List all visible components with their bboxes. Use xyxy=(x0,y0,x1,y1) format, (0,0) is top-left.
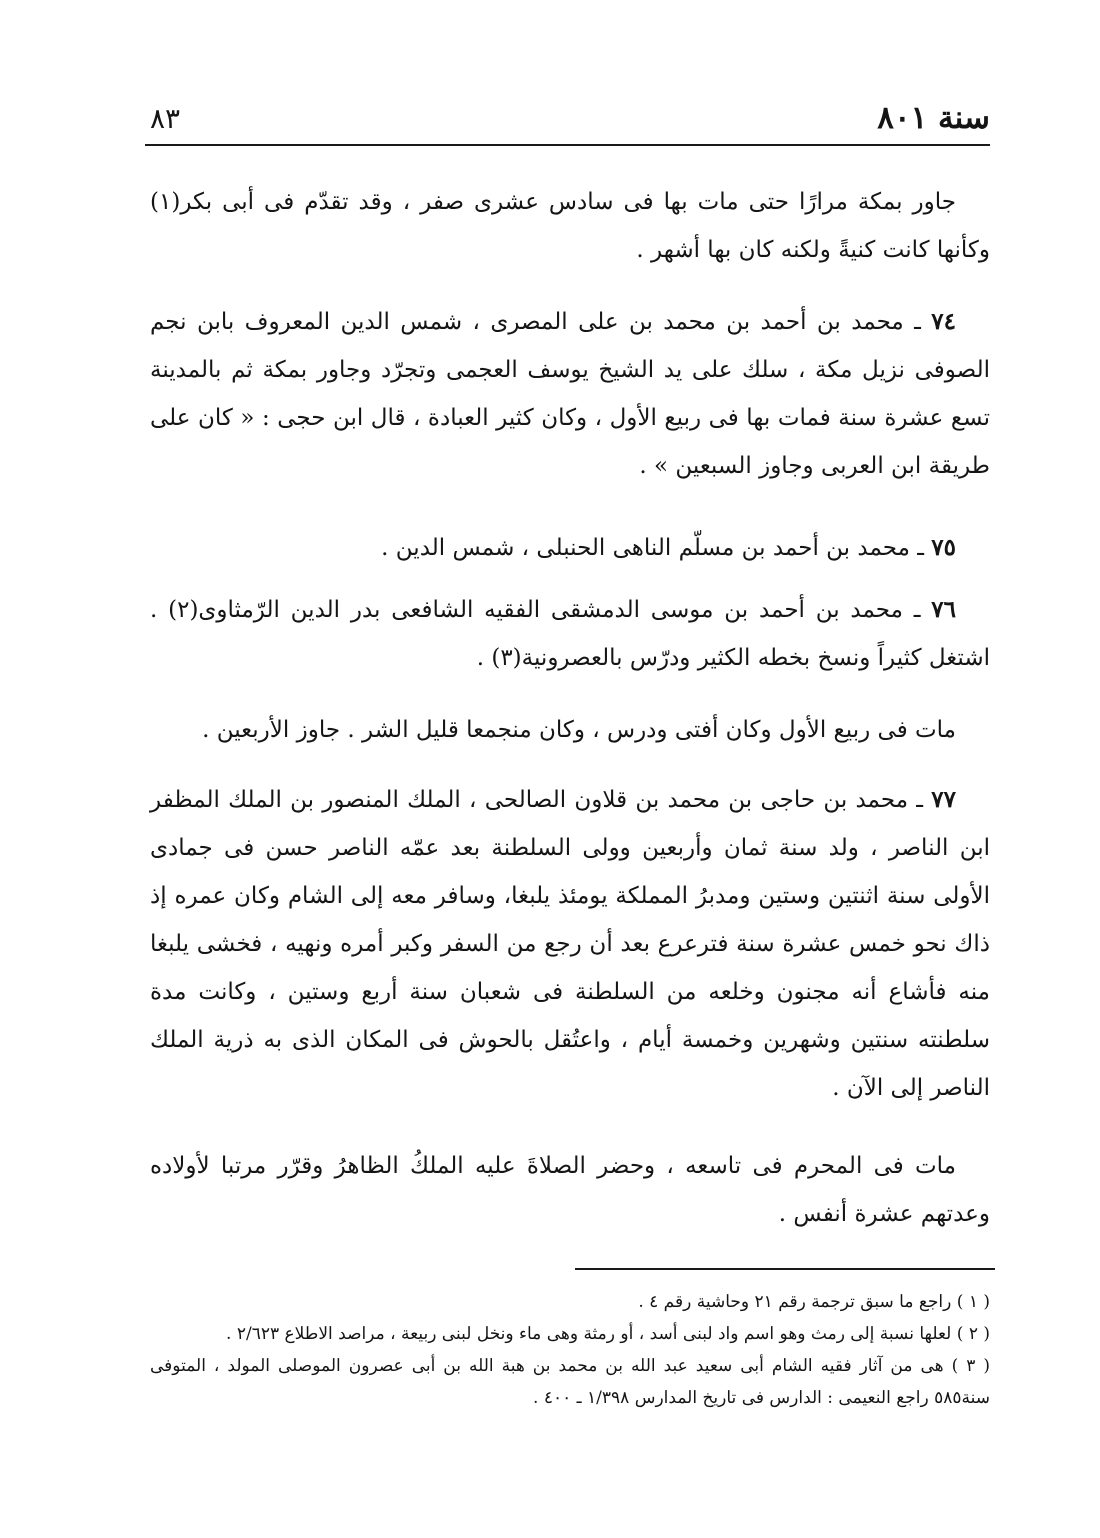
entry-number: ٧٥ xyxy=(931,534,956,561)
paragraph xyxy=(150,298,990,490)
paragraph xyxy=(150,706,990,754)
footnote-rule xyxy=(575,1268,995,1270)
footnote-text: لعلها نسبة إلى رمث وهو اسم واد لبنى أسد ، أو رمثة وهى ماء ونخل لبنى ربيعة ، مراصد الاطلاع ٢/٦٢٣ . xyxy=(226,1324,957,1344)
paragraph-text: ـ محمد بن أحمد بن مسلّم الناهى الحنبلى ، شمس الدين . xyxy=(381,535,932,561)
entry-number: ٧٧ xyxy=(931,786,956,813)
entry-number: ٧٤ xyxy=(931,308,956,335)
paragraph-text: ـ محمد بن حاجى بن محمد بن قلاون الصالحى ، الملك المنصور بن الملك المظفر ابن الناصر ، ولد سنة ثمان وأربعين وولى السلطنة بعد عمّه الناصر حسن فى جمادى الأولى سنة اثنتين وستين ومدبرُ المملكة يومئذ يلبغا، وسافر معه إلى الشام وكان عمره إذ ذاك نحو خمس عشرة سنة فترعرع بعد أن رجع من السفر وكبر أمره ونهيه ، فخشى يلبغا منه فأشاع أنه مجنون وخلعه من السلطنة فى شعبان سنة أربع وستين ، وكانت مدة سلطنته سنتين وشهرين وخمسة أيام ، واعتُقل بالحوش فى المكان الذى به ذرية الملك الناصر إلى الآن . xyxy=(150,787,990,1101)
footnote-marker: ( ١ ) xyxy=(956,1292,990,1312)
paragraph-text: جاور بمكة مرارًا حتى مات بها فى سادس عشرى صفر ، وقد تقدّم فى أبى بكر(١) وكأنها كانت كنيةً ولكنه كان بها أشهر . xyxy=(150,189,990,263)
header-rule xyxy=(145,144,990,146)
footnote-marker: ( ٣ ) xyxy=(951,1356,990,1376)
running-head: سنة ٨٠١ xyxy=(877,100,990,136)
paragraph-text: مات فى ربيع الأول وكان أفتى ودرس ، وكان منجمعا قليل الشر . جاوز الأربعين . xyxy=(202,717,956,743)
footnotes xyxy=(150,1286,990,1414)
entry-number: ٧٦ xyxy=(931,596,956,623)
paragraph xyxy=(150,1142,990,1238)
paragraph-text: مات فى المحرم فى تاسعه ، وحضر الصلاةَ عليه الملكُ الظاهرُ وقرّر مرتبا لأولاده وعدتهم عشرة أنفس . xyxy=(150,1153,990,1227)
page-header xyxy=(145,100,990,142)
page-number: ٨٣ xyxy=(150,102,181,135)
paragraph-text: ـ محمد بن أحمد بن محمد بن على المصرى ، شمس الدين المعروف بابن نجم الصوفى نزيل مكة ، سلك على يد الشيخ يوسف العجمى وتجرّد وجاور بمكة ثم بالمدينة تسع عشرة سنة فمات بها فى ربيع الأول ، وكان كثير العبادة ، قال ابن حجى : « كان على طريقة ابن العربى وجاوز السبعين » . xyxy=(150,309,990,479)
paragraph xyxy=(150,178,990,274)
footnote xyxy=(150,1350,990,1414)
paragraph-text: ـ محمد بن أحمد بن موسى الدمشقى الفقيه الشافعى بدر الدين الرّمثاوى(٢) . اشتغل كثيراً ونسخ بخطه الكثير ودرّس بالعصرونية(٣) . xyxy=(150,597,990,671)
paragraph xyxy=(150,524,990,572)
footnote-text: هى من آثار فقيه الشام أبى سعيد عبد الله بن محمد بن هبة الله بن أبى عصرون الموصلى المولد ، المتوفى سنة٥٨٥ راجع النعيمى : الدارس فى تاريخ المدارس ١/٣٩٨ ـ ٤٠٠ . xyxy=(150,1356,990,1408)
paragraph xyxy=(150,776,990,1112)
footnote-marker: ( ٢ ) xyxy=(956,1324,990,1344)
paragraph xyxy=(150,586,990,682)
footnote xyxy=(150,1318,990,1350)
footnote-text: راجع ما سبق ترجمة رقم ٢١ وحاشية رقم ٤ . xyxy=(638,1292,957,1312)
footnote xyxy=(150,1286,990,1318)
